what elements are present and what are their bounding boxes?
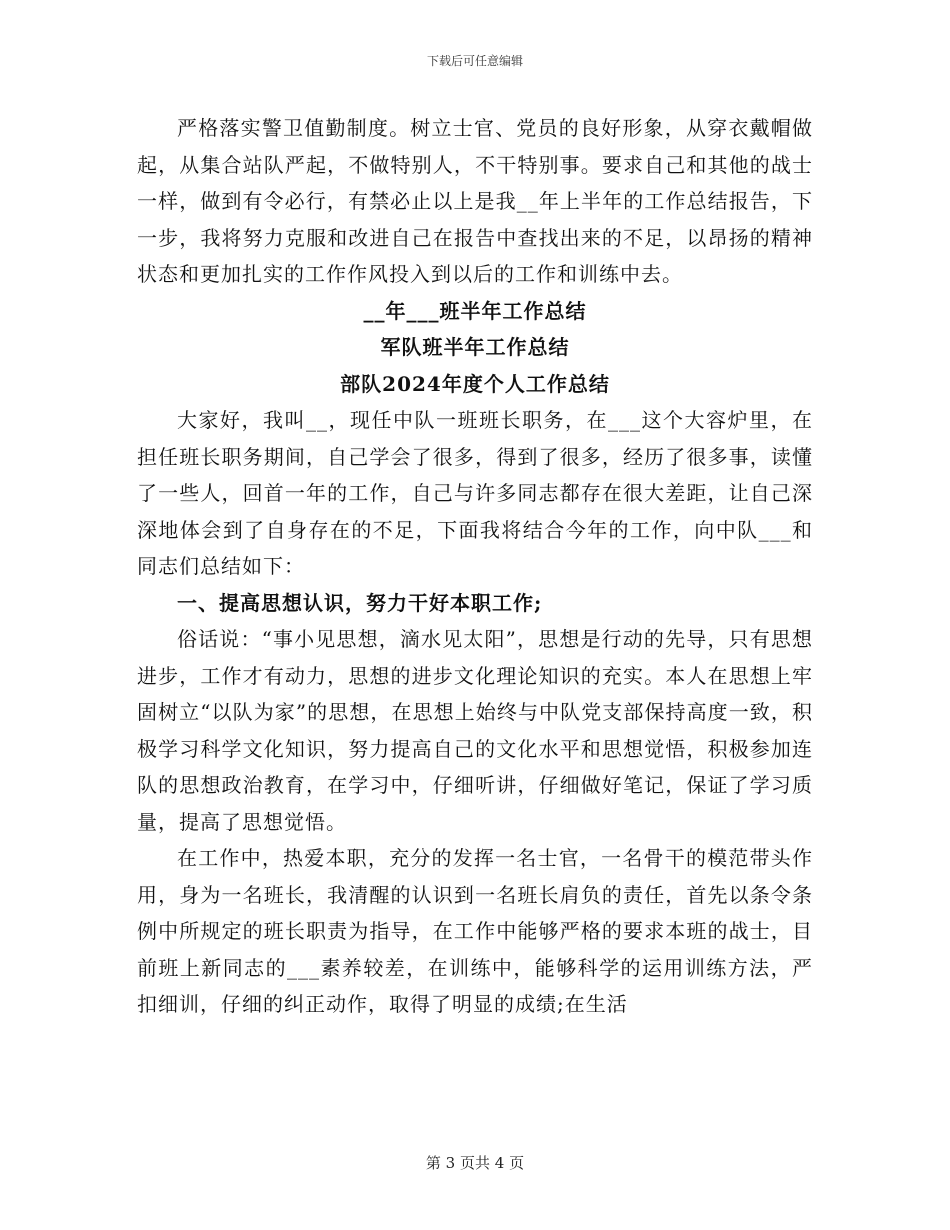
page-footer: 第 3 页共 4 页 bbox=[425, 1154, 525, 1172]
paragraph-continued: 严格落实警卫值勤制度。树立士官、党员的良好形象，从穿衣戴帽做起，从集合站队严起，不做特别人，不干特别事。要求自己和其他的战士一样，做到有令必行，有禁必止以上是我__年上半年的工作总结报告，下一步，我将努力克服和改进自己在报告中查找出来的不足，以昂扬的精神状态和更加扎实的工作作风投入到以后的工作和训练中去。 bbox=[137, 116, 813, 286]
paragraph-body-1: 俗话说：“事小见思想，滴水见太阳”，思想是行动的先导，只有思想进步，工作才有动力，思想的进步文化理论知识的充实。本人在思想上牢固树立“以队为家”的思想，在思想上始终与中队党支部保持高度一致，积极学习科学文化知识，努力提高自己的文化水平和思想觉悟，积极参加连队的思想政治教育，在学习中，仔细听讲，仔细做好笔记，保证了学习质量，提高了思想觉悟。 bbox=[137, 627, 813, 834]
paragraph-body-2: 在工作中，热爱本职，充分的发挥一名士官，一名骨干的模范带头作用，身为一名班长，我清醒的认识到一名班长肩负的责任，首先以条令条例中所规定的班长职责为指导，在工作中能够严格的要求本班的战士，目前班上新同志的___素养较差，在训练中，能够科学的运用训练方法，严扣细训，仔细的纠正动作，取得了明显的成绩;在生活 bbox=[137, 846, 813, 1016]
heading-annual-personal-summary: 部队2024年度个人工作总结 bbox=[340, 371, 610, 396]
section-title: 一、提高思想认识，努力干好本职工作; bbox=[177, 590, 543, 615]
heading-military-class-summary: 军队班半年工作总结 bbox=[380, 335, 570, 359]
page-header-note: 下载后可任意编辑 bbox=[426, 54, 523, 68]
document-body bbox=[137, 110, 813, 1023]
paragraph-intro: 大家好，我叫__，现任中队一班班长职务，在___这个大容炉里，在担任班长职务期间，自己学会了很多，得到了很多，经历了很多事，读懂了一些人，回首一年的工作，自己与许多同志都存在很大差距，让自己深深地体会到了自身存在的不足，下面我将结合今年的工作，向中队___和同志们总结如下： bbox=[137, 408, 813, 578]
heading-semiannual-summary: __年___班半年工作总结 bbox=[363, 298, 587, 323]
